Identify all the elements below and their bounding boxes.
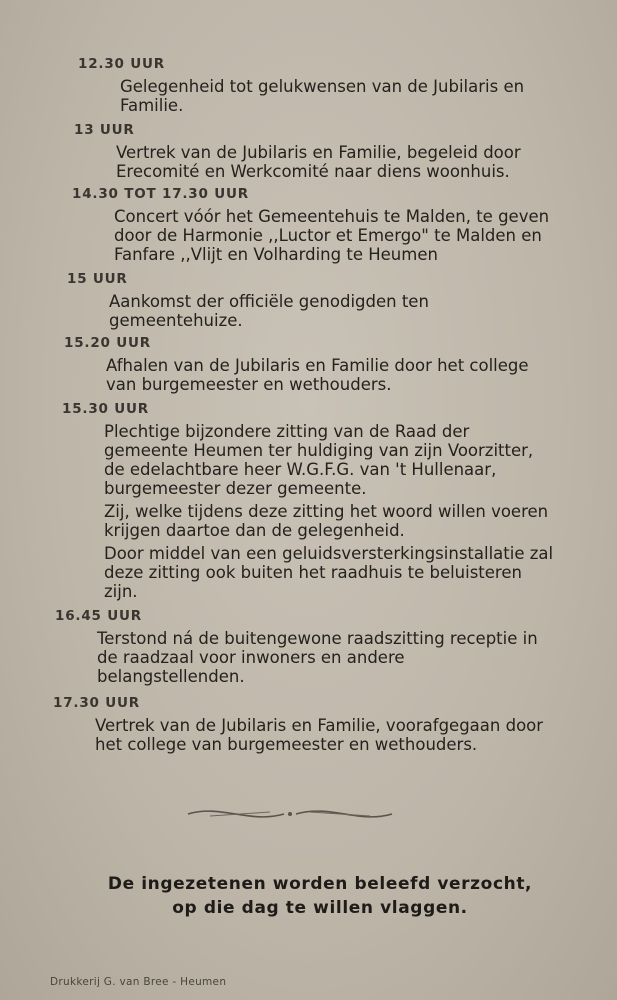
entry-time: 17.30 UUR [53, 695, 140, 711]
entry-text: Plechtige bijzondere zitting van de Raad der gemeente Heumen ter huldiging van zijn Voorzitter, de edelachtbare heer W.G.F.G. van 't Hullenaar, burgemeester dezer gemeente. [104, 422, 534, 498]
program-entry [74, 122, 556, 181]
entry-time: 15 UUR [67, 271, 128, 287]
closing-line-2: op die dag te willen vlaggen. [172, 898, 468, 918]
printer-credit: Drukkerij G. van Bree - Heumen [50, 976, 227, 988]
program-entry [72, 186, 556, 264]
entry-time: 16.45 UUR [55, 608, 142, 624]
entry-time: 15.30 UUR [62, 401, 149, 417]
entry-text: Gelegenheid tot gelukwensen van de Jubilaris en Familie. [120, 77, 525, 115]
entry-text: Terstond ná de buitengewone raadszitting receptie in de raadzaal voor inwoners en andere belangstellenden. [97, 629, 538, 686]
entry-text: Vertrek van de Jubilaris en Familie, voorafgegaan door het college van burgemeester en wethouders. [95, 716, 544, 754]
program-entry [53, 695, 556, 754]
entry-text: Door middel van een geluidsversterkingsinstallatie zal deze zitting ook buiten het raadhuis te beluisteren zijn. [104, 544, 554, 601]
entry-time: 12.30 UUR [78, 56, 165, 72]
program-entry [62, 401, 556, 601]
program-entry [55, 608, 556, 686]
flourish-ornament [180, 800, 400, 828]
program-entry [78, 56, 556, 115]
entry-text: Concert vóór het Gemeentehuis te Malden, te geven door de Harmonie ,,Luctor et Emergo" te Malden en Fanfare ,,Vlijt en Volharding te Heumen [114, 207, 550, 264]
entry-time: 13 UUR [74, 122, 135, 138]
closing-notice [60, 872, 580, 920]
entry-text: Vertrek van de Jubilaris en Familie, begeleid door Erecomité en Werkcomité naar diens woonhuis. [116, 143, 521, 181]
entry-time: 15.20 UUR [64, 335, 151, 351]
entry-text: Afhalen van de Jubilaris en Familie door het college van burgemeester en wethouders. [106, 356, 529, 394]
program-entry [67, 271, 556, 330]
program-entry [64, 335, 556, 394]
entry-text: Aankomst der officiële genodigden ten gemeentehuize. [109, 292, 429, 330]
entry-time: 14.30 TOT 17.30 UUR [72, 186, 249, 202]
closing-line-1: De ingezetenen worden beleefd verzocht, [107, 874, 533, 894]
entry-text: Zij, welke tijdens deze zitting het woord willen voeren krijgen daartoe dan de gelegenheid. [104, 502, 549, 540]
